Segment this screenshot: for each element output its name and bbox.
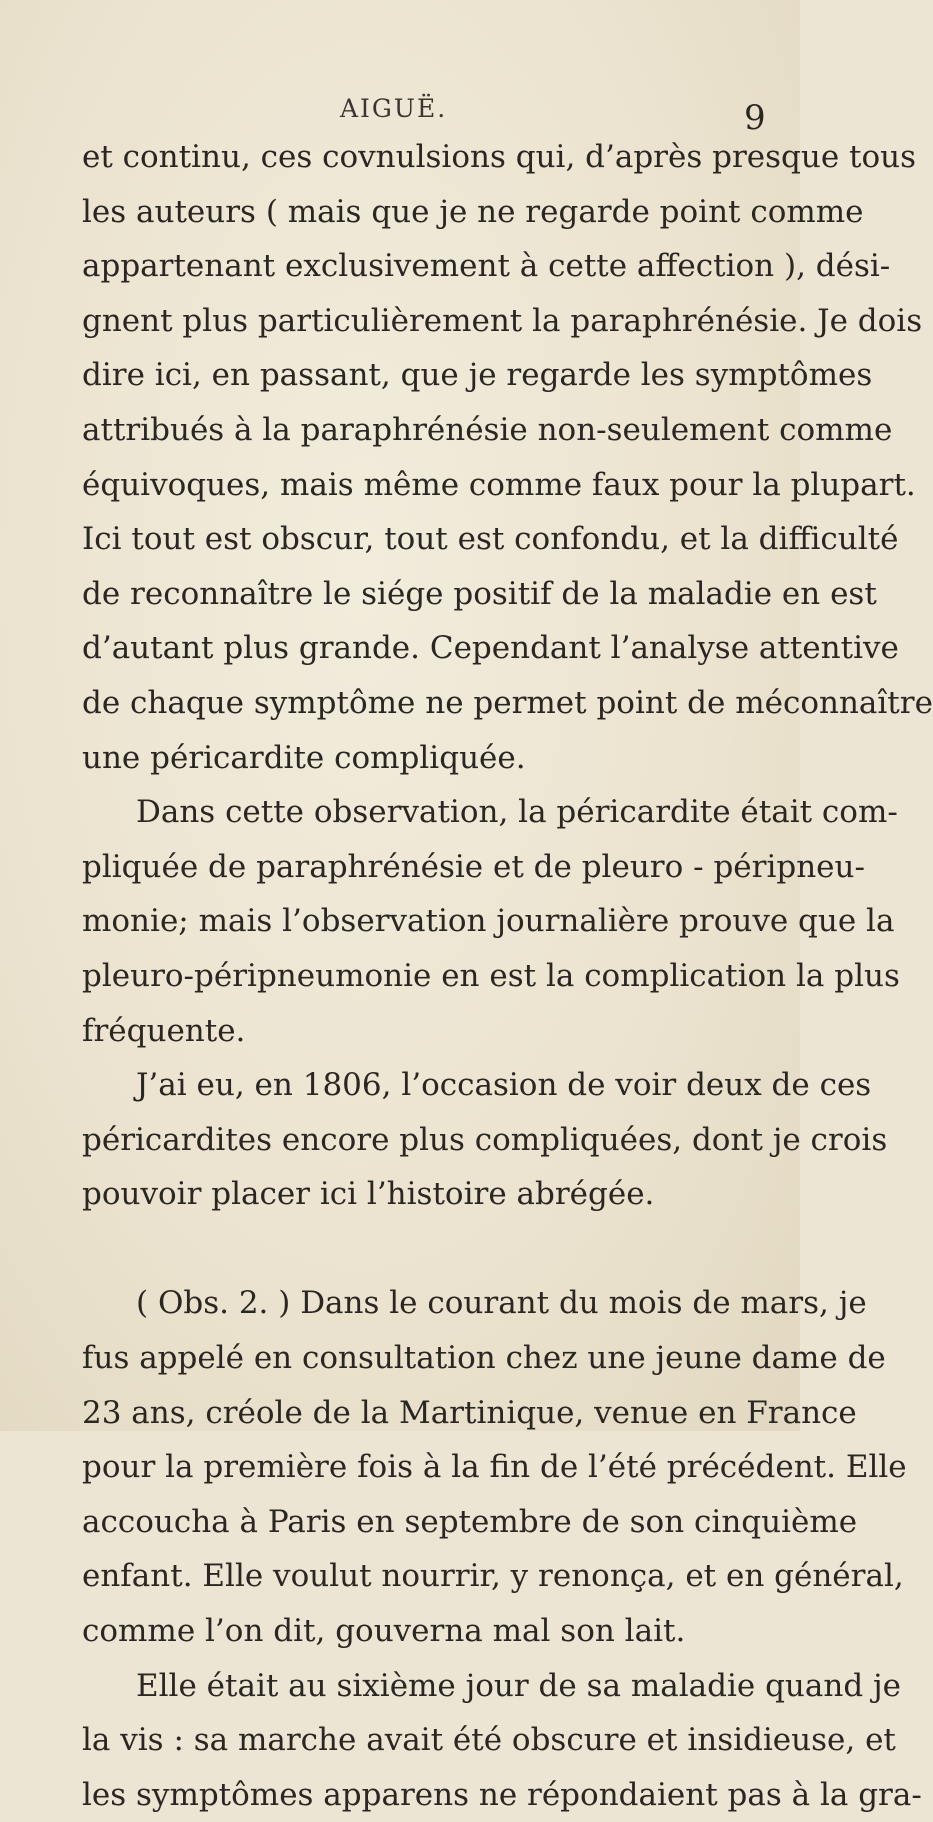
text-line: péricardites encore plus compliquées, dont je crois [82, 1121, 888, 1158]
text-line: J’ai eu, en 1806, l’occasion de voir deux de ces [136, 1067, 872, 1104]
text-line: accoucha à Paris en septembre de son cinquième [82, 1503, 858, 1540]
text-line: fréquente. [82, 1012, 246, 1049]
text-line: pleuro-péripneumonie en est la complication la plus [82, 957, 900, 994]
text-line: Dans cette observation, la péricardite était com- [136, 794, 898, 831]
text-line: Ici tout est obscur, tout est confondu, et la difficulté [82, 521, 899, 558]
text-line: attribués à la paraphrénésie non-seulement comme [82, 411, 893, 448]
text-line: la vis : sa marche avait été obscure et insidieuse, et [82, 1722, 896, 1759]
text-line: de chaque symptôme ne permet point de méconnaître [82, 684, 933, 721]
text-line: comme l’on dit, gouverna mal son lait. [82, 1613, 686, 1650]
text-line: pliquée de paraphrénésie et de pleuro - péripneu- [82, 848, 865, 885]
text-line: appartenant exclusivement à cette affection ), dési- [82, 248, 891, 285]
text-line: 23 ans, créole de la Martinique, venue en France [82, 1394, 857, 1431]
body-text [82, 130, 933, 1822]
text-line: pour la première fois à la fin de l’été précédent. Elle [82, 1449, 907, 1486]
text-line: dire ici, en passant, que je regarde les symptômes [82, 357, 873, 394]
paragraph-gap [82, 1222, 742, 1277]
text-line: gnent plus particulièrement la paraphrénésie. Je dois [82, 302, 923, 339]
running-head [0, 94, 800, 138]
text-line: les symptômes apparens ne répondaient pas à la gra- [82, 1776, 922, 1813]
text-line: et continu, ces covnulsions qui, d’après presque tous [82, 139, 917, 175]
text-line: les auteurs ( mais que je ne regarde point comme [82, 193, 864, 230]
text-line: de reconnaître le siége positif de la maladie en est [82, 575, 877, 612]
text-line: monie; mais l’observation journalière prouve que la [82, 903, 895, 940]
text-line: enfant. Elle voulut nourrir, y renonça, et en général, [82, 1558, 904, 1595]
text-line: Elle était au sixième jour de sa maladie quand je [136, 1667, 901, 1704]
text-line: d’autant plus grande. Cependant l’analyse attentive [82, 630, 899, 667]
text-line: ( Obs. 2. ) Dans le courant du mois de mars, je [136, 1285, 867, 1322]
running-title: AIGUË. [340, 94, 448, 123]
text-line: pouvoir placer ici l’histoire abrégée. [82, 1176, 655, 1213]
page-number: 9 [744, 98, 766, 138]
text-line: une péricardite compliquée. [82, 739, 526, 776]
text-line: équivoques, mais même comme faux pour la plupart. [82, 466, 916, 503]
text-line: fus appelé en consultation chez une jeune dame de [82, 1340, 886, 1377]
